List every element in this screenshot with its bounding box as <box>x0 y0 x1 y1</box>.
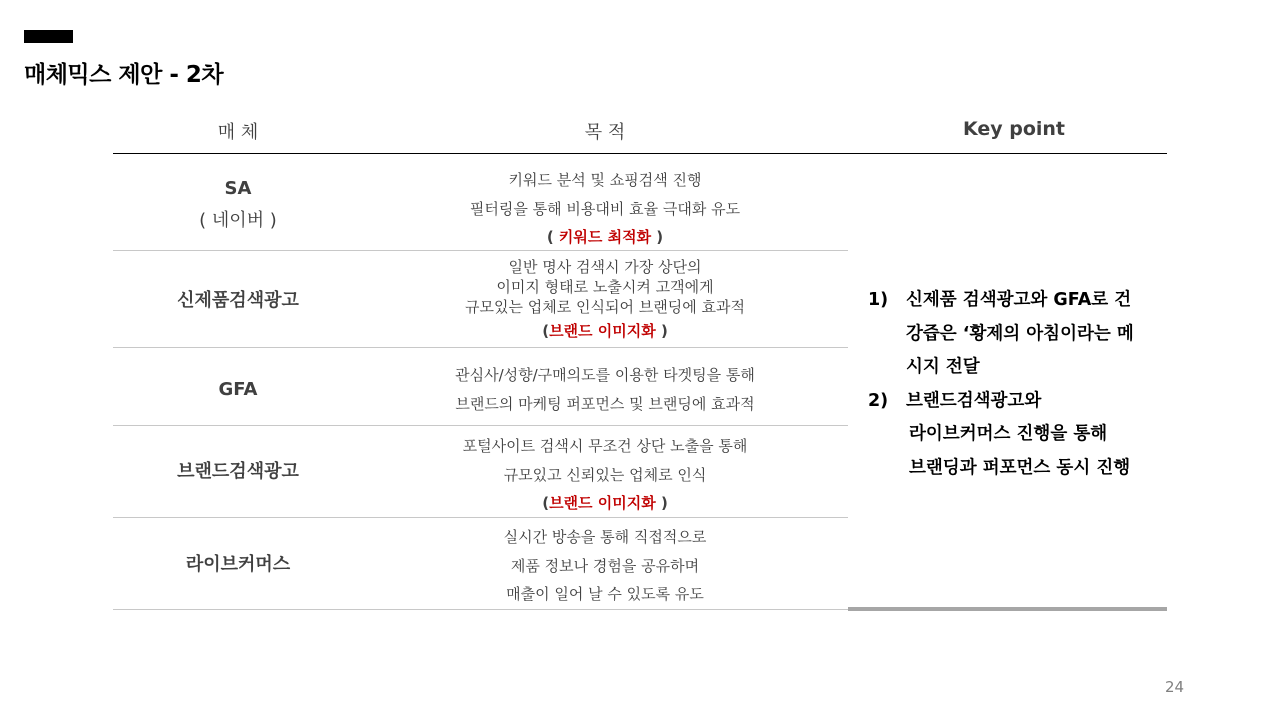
media-cell-live-commerce <box>113 549 363 581</box>
purpose-line: 필터링을 통해 비용대비 효율 극대화 유도 <box>469 199 741 218</box>
purpose-line: 규모있는 업체로 인식되어 브랜딩에 효과적 <box>465 298 745 316</box>
row-divider <box>113 425 848 426</box>
purpose-line: 실시간 방송을 통해 직접적으로 <box>503 528 707 546</box>
media-cell-gfa <box>113 374 363 406</box>
key-point-number: 2) <box>868 390 889 411</box>
key-point-line: 시지 전달 <box>906 357 980 377</box>
media-name: SA <box>224 178 252 199</box>
page-number: 24 <box>1165 678 1185 696</box>
media-name: 라이브커머스 <box>185 554 291 575</box>
key-point-line: 브랜딩과 퍼포먼스 동시 진행 <box>909 457 1131 478</box>
row-divider <box>113 250 848 251</box>
key-point-item-cont <box>868 452 1168 486</box>
key-point-item-cont <box>868 318 1168 352</box>
key-point-line: 라이브커머스 진행을 통해 <box>909 424 1108 444</box>
key-point-item-cont <box>868 418 1168 452</box>
purpose-line: 이미지 형태로 노출시켜 고객에게 <box>496 278 714 296</box>
key-point-line: 브랜드검색광고와 <box>906 390 1042 411</box>
key-point-item <box>868 385 1168 419</box>
purpose-line: 일반 명사 검색시 가장 상단의 <box>508 258 702 276</box>
key-point-item <box>868 284 1168 318</box>
purpose-cell-sa <box>370 166 840 252</box>
media-cell-new-product-search <box>113 285 363 317</box>
key-point-item-cont <box>868 351 1168 385</box>
highlight-text: 브랜드 이미지화 <box>549 322 656 340</box>
purpose-line: 규모있고 신뢰있는 업체로 인식 <box>503 465 707 484</box>
row-divider <box>113 517 848 518</box>
slide-title: 매체믹스 제안 - 2차 <box>24 62 224 88</box>
media-name: GFA <box>218 379 258 400</box>
header-purpose: 목 적 <box>584 122 626 143</box>
purpose-cell-new-product-search <box>370 257 840 341</box>
purpose-highlight-line: (브랜드 이미지화 ) <box>542 322 668 340</box>
table-top-rule <box>113 153 1167 154</box>
purpose-line: 포털사이트 검색시 무조건 상단 노출을 통해 <box>462 437 748 455</box>
key-point-bottom-rule <box>848 607 1167 611</box>
header-key-point: Key point <box>962 118 1066 140</box>
purpose-line: 관심사/성향/구매의도를 이용한 타겟팅을 통해 <box>455 366 755 384</box>
media-cell-sa <box>113 173 363 237</box>
media-name: 신제품검색광고 <box>177 290 299 311</box>
media-cell-brand-search <box>113 456 363 488</box>
media-name: 브랜드검색광고 <box>177 461 299 482</box>
purpose-line: 매출이 일어 날 수 있도록 유도 <box>506 585 704 603</box>
purpose-highlight-line: ( 키워드 최적화 ) <box>546 228 664 246</box>
highlight-text: 브랜드 이미지화 <box>549 494 656 512</box>
purpose-cell-brand-search <box>370 432 840 518</box>
purpose-cell-live-commerce <box>370 523 840 609</box>
media-sub: ( 네이버 ) <box>199 210 277 231</box>
purpose-highlight-line: (브랜드 이미지화 ) <box>542 494 668 512</box>
title-accent-bar <box>24 30 73 43</box>
purpose-line: 제품 정보나 경험을 공유하며 <box>510 556 700 575</box>
key-point-list <box>868 284 1168 485</box>
key-point-line: 신제품 검색광고와 GFA로 건 <box>906 290 1132 310</box>
row-divider <box>113 347 848 348</box>
highlight-text: 키워드 최적화 <box>558 228 652 246</box>
key-point-number: 1) <box>868 290 889 310</box>
header-media: 매 체 <box>217 122 259 143</box>
purpose-line: 키워드 분석 및 쇼핑검색 진행 <box>508 171 702 189</box>
purpose-line: 브랜드의 마케팅 퍼포먼스 및 브랜딩에 효과적 <box>455 394 755 413</box>
purpose-cell-gfa <box>370 361 840 418</box>
key-point-line: 강즙은 ‘황제의 아침이라는 메 <box>906 323 1134 344</box>
